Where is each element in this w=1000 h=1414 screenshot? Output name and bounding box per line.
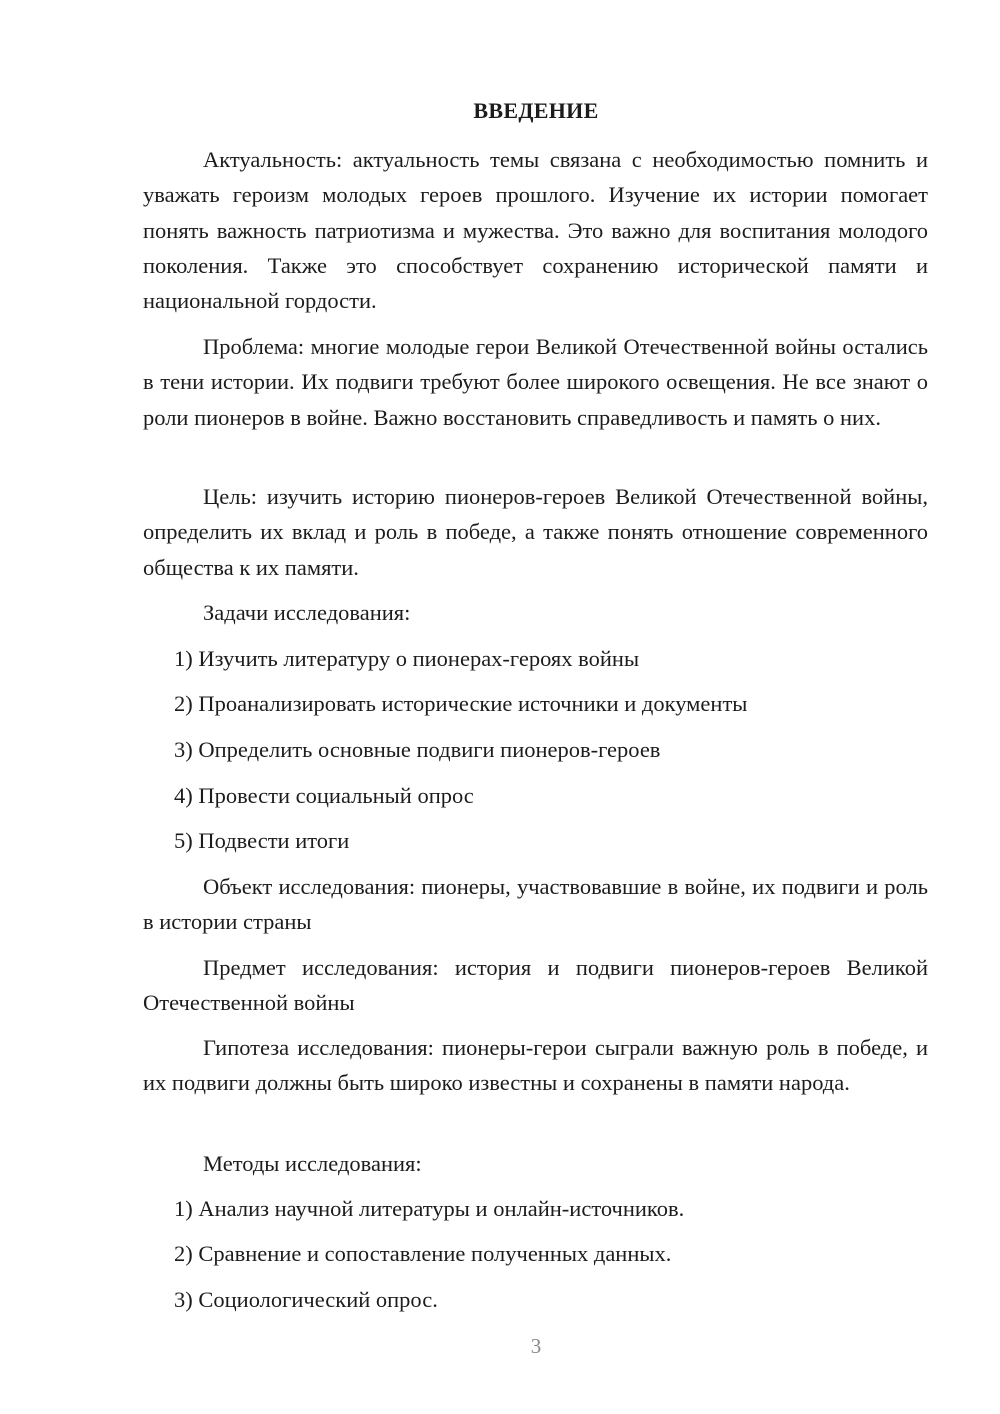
hypothesis-paragraph: Гипотеза исследования: пионеры-герои сыграли важную роль в победе, и их подвиги должны быть широко известны и сохранены в памяти народа. (143, 1035, 928, 1096)
section-title: ВВЕДЕНИЕ (473, 98, 599, 123)
methods-heading: Методы исследования: (203, 1151, 422, 1176)
tasks-heading: Задачи исследования: (203, 600, 411, 625)
task-item: 2) Проанализировать исторические источники и документы (174, 691, 748, 716)
goal-paragraph: Цель: изучить историю пионеров-героев Великой Отечественной войны, определить их вклад и роль в победе, а также понять отношение современного общества к их памяти. (143, 484, 928, 580)
method-item: 1) Анализ научной литературы и онлайн-источников. (174, 1196, 685, 1221)
subject-paragraph: Предмет исследования: история и подвиги пионеров-героев Великой Отечественной войны (143, 955, 928, 1016)
task-item: 5) Подвести итоги (174, 828, 350, 853)
problem-paragraph: Проблема: многие молодые герои Великой Отечественной войны остались в тени истории. Их подвиги требуют более широкого освещения. Не все знают о роли пионеров в войне. Важно восстановить справедливость и память о них. (143, 334, 928, 430)
method-item: 2) Сравнение и сопоставление полученных данных. (174, 1241, 672, 1266)
relevance-paragraph: Актуальность: актуальность темы связана с необходимостью помнить и уважать героизм молодых героев прошлого. Изучение их истории помогает понять важность патриотизма и мужества. Это важно для воспитания молодого поколения. Также это способствует сохранению исторической памяти и национальной гордости. (143, 147, 928, 314)
task-item: 1) Изучить литературу о пионерах-героях войны (174, 646, 640, 671)
task-item: 3) Определить основные подвиги пионеров-героев (174, 737, 661, 762)
page-number: 3 (530, 1334, 542, 1358)
method-item: 3) Социологический опрос. (174, 1287, 438, 1312)
object-paragraph: Объект исследования: пионеры, участвовавшие в войне, их подвиги и роль в истории страны (143, 874, 928, 935)
task-item: 4) Провести социальный опрос (174, 783, 474, 808)
